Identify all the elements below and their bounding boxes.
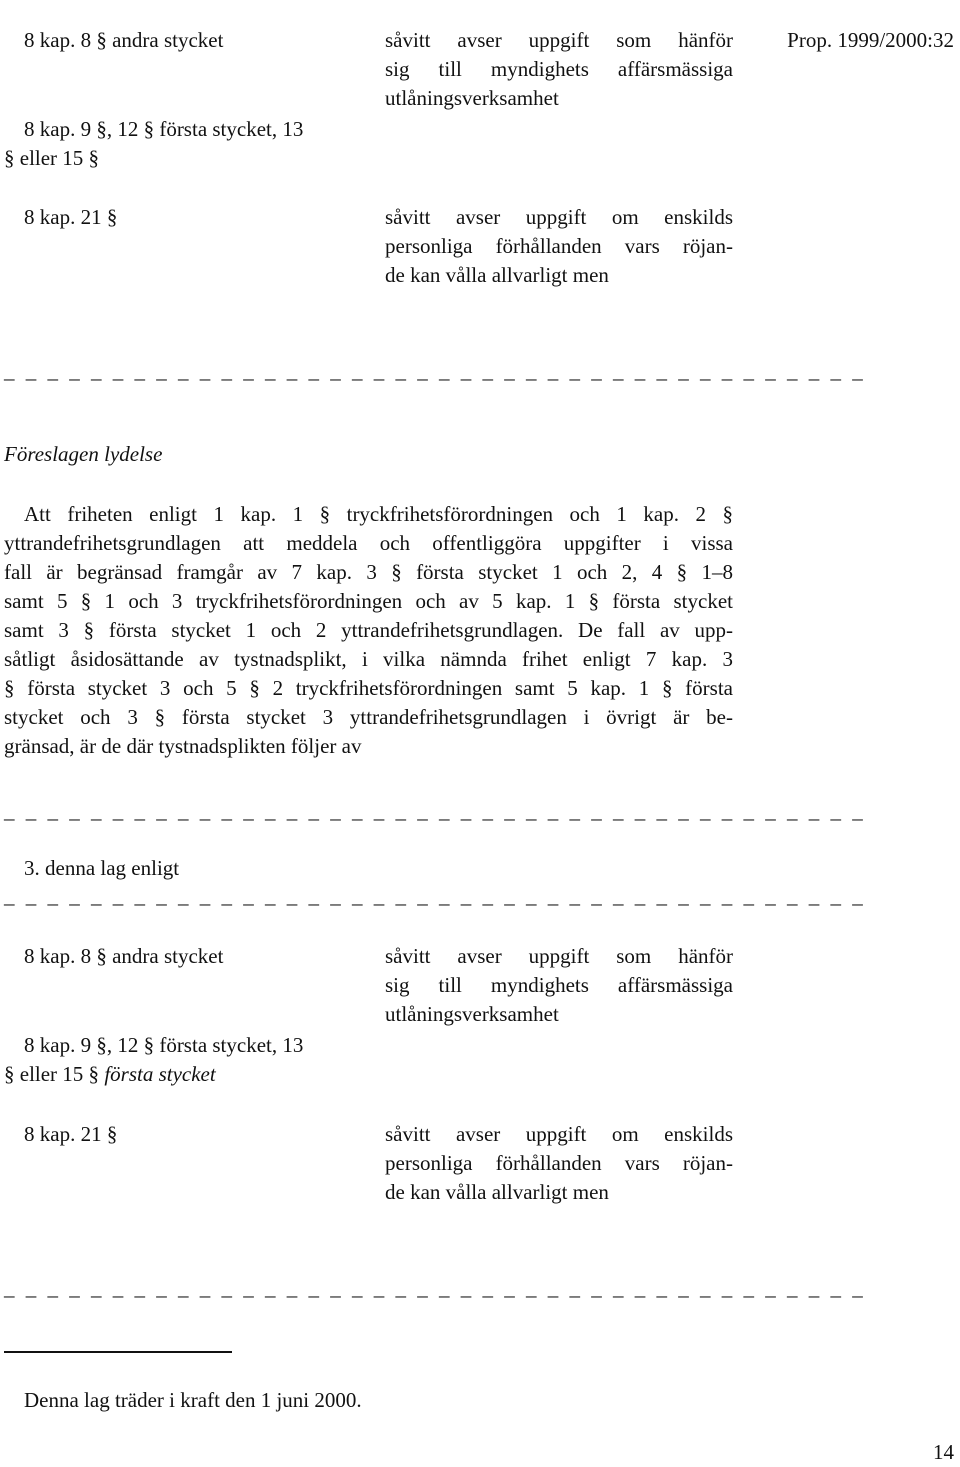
scope-line: såvitt avser uppgift om enskilds — [385, 205, 733, 229]
list-item-3: 3. denna lag enligt — [24, 856, 180, 880]
paragraph-line: Att friheten enligt 1 kap. 1 § tryckfrihetsförordningen och 1 kap. 2 § — [24, 502, 733, 526]
provision-ref: 8 kap. 21 § — [24, 1122, 118, 1146]
ref-line: 8 kap. 9 §, 12 § första stycket, 13 — [24, 117, 304, 141]
provision-scope — [385, 26, 733, 113]
document-reference: Prop. 1999/2000:32 — [787, 28, 954, 52]
scope-line: såvitt avser uppgift som hänför — [385, 944, 733, 968]
paragraph-line: stycket och 3 § första stycket 3 yttrandefrihetsgrundlagen i övrigt är be- — [4, 705, 733, 729]
paragraph-line: fall är begränsad framgår av 7 kap. 3 § första stycket 1 och 2, 4 § 1–8 — [4, 560, 733, 584]
paragraph-line: såtligt åsidosättande av tystnadsplikt, i vilka nämnda frihet enligt 7 kap. 3 — [4, 647, 733, 671]
provision-scope — [385, 203, 733, 290]
provision-ref: 8 kap. 8 § andra stycket — [24, 944, 224, 968]
paragraph-line: samt 3 § första stycket 1 och 2 yttrandefrihetsgrundlagen. De fall av upp- — [4, 618, 733, 642]
dashed-separator: _ _ _ _ _ _ _ _ _ _ _ _ _ _ _ _ _ _ _ _ _ _ _ _ _ _ _ _ _ _ _ _ _ _ _ _ _ _ _ _ — [4, 1276, 866, 1300]
scope-line: personliga förhållanden vars röjan- — [385, 234, 733, 258]
provision-ref — [4, 1031, 384, 1089]
ref-line: § eller 15 § — [4, 146, 100, 170]
provision-scope — [385, 942, 733, 1029]
scope-line: utlåningsverksamhet — [385, 86, 559, 110]
ref-line — [4, 1060, 384, 1089]
scope-line: personliga förhållanden vars röjan- — [385, 1151, 733, 1175]
scope-line: såvitt avser uppgift som hänför — [385, 28, 733, 52]
page-number: 14 — [933, 1440, 954, 1464]
scope-line: såvitt avser uppgift om enskilds — [385, 1122, 733, 1146]
scope-line: sig till myndighets affärsmässiga — [385, 57, 733, 81]
scope-line: utlåningsverksamhet — [385, 1002, 559, 1026]
paragraph-line: samt 5 § 1 och 3 tryckfrihetsförordningen och av 5 kap. 1 § första stycket — [4, 589, 733, 613]
paragraph-line: § första stycket 3 och 5 § 2 tryckfrihetsförordningen samt 5 kap. 1 § första — [4, 676, 733, 700]
scope-line: de kan vålla allvarligt men — [385, 1180, 609, 1204]
dashed-separator: _ _ _ _ _ _ _ _ _ _ _ _ _ _ _ _ _ _ _ _ _ _ _ _ _ _ _ _ _ _ _ _ _ _ _ _ _ _ _ _ — [4, 799, 866, 823]
provision-scope — [385, 1120, 733, 1207]
ref-text: § eller 15 § — [4, 1062, 100, 1086]
ref-amendment: första stycket — [104, 1062, 216, 1086]
provision-ref: 8 kap. 21 § — [24, 205, 118, 229]
dashed-separator: _ _ _ _ _ _ _ _ _ _ _ _ _ _ _ _ _ _ _ _ _ _ _ _ _ _ _ _ _ _ _ _ _ _ _ _ _ _ _ _ — [4, 359, 866, 383]
ref-line: 8 kap. 9 §, 12 § första stycket, 13 — [24, 1033, 304, 1057]
section-heading: Föreslagen lydelse — [4, 442, 163, 466]
paragraph-line: gränsad, är de där tystnadsplikten följer av — [4, 734, 362, 758]
footer-rule — [4, 1351, 232, 1353]
scope-line: sig till myndighets affärsmässiga — [385, 973, 733, 997]
provision-ref: 8 kap. 8 § andra stycket — [24, 28, 224, 52]
entry-into-force-text: Denna lag träder i kraft den 1 juni 2000. — [24, 1388, 362, 1412]
paragraph-line: yttrandefrihetsgrundlagen att meddela och offentliggöra uppgifter i vissa — [4, 531, 733, 555]
dashed-separator: _ _ _ _ _ _ _ _ _ _ _ _ _ _ _ _ _ _ _ _ _ _ _ _ _ _ _ _ _ _ _ _ _ _ _ _ _ _ _ _ — [4, 884, 866, 908]
proposed-paragraph — [4, 500, 733, 761]
provision-ref — [4, 115, 384, 173]
scope-line: de kan vålla allvarligt men — [385, 263, 609, 287]
